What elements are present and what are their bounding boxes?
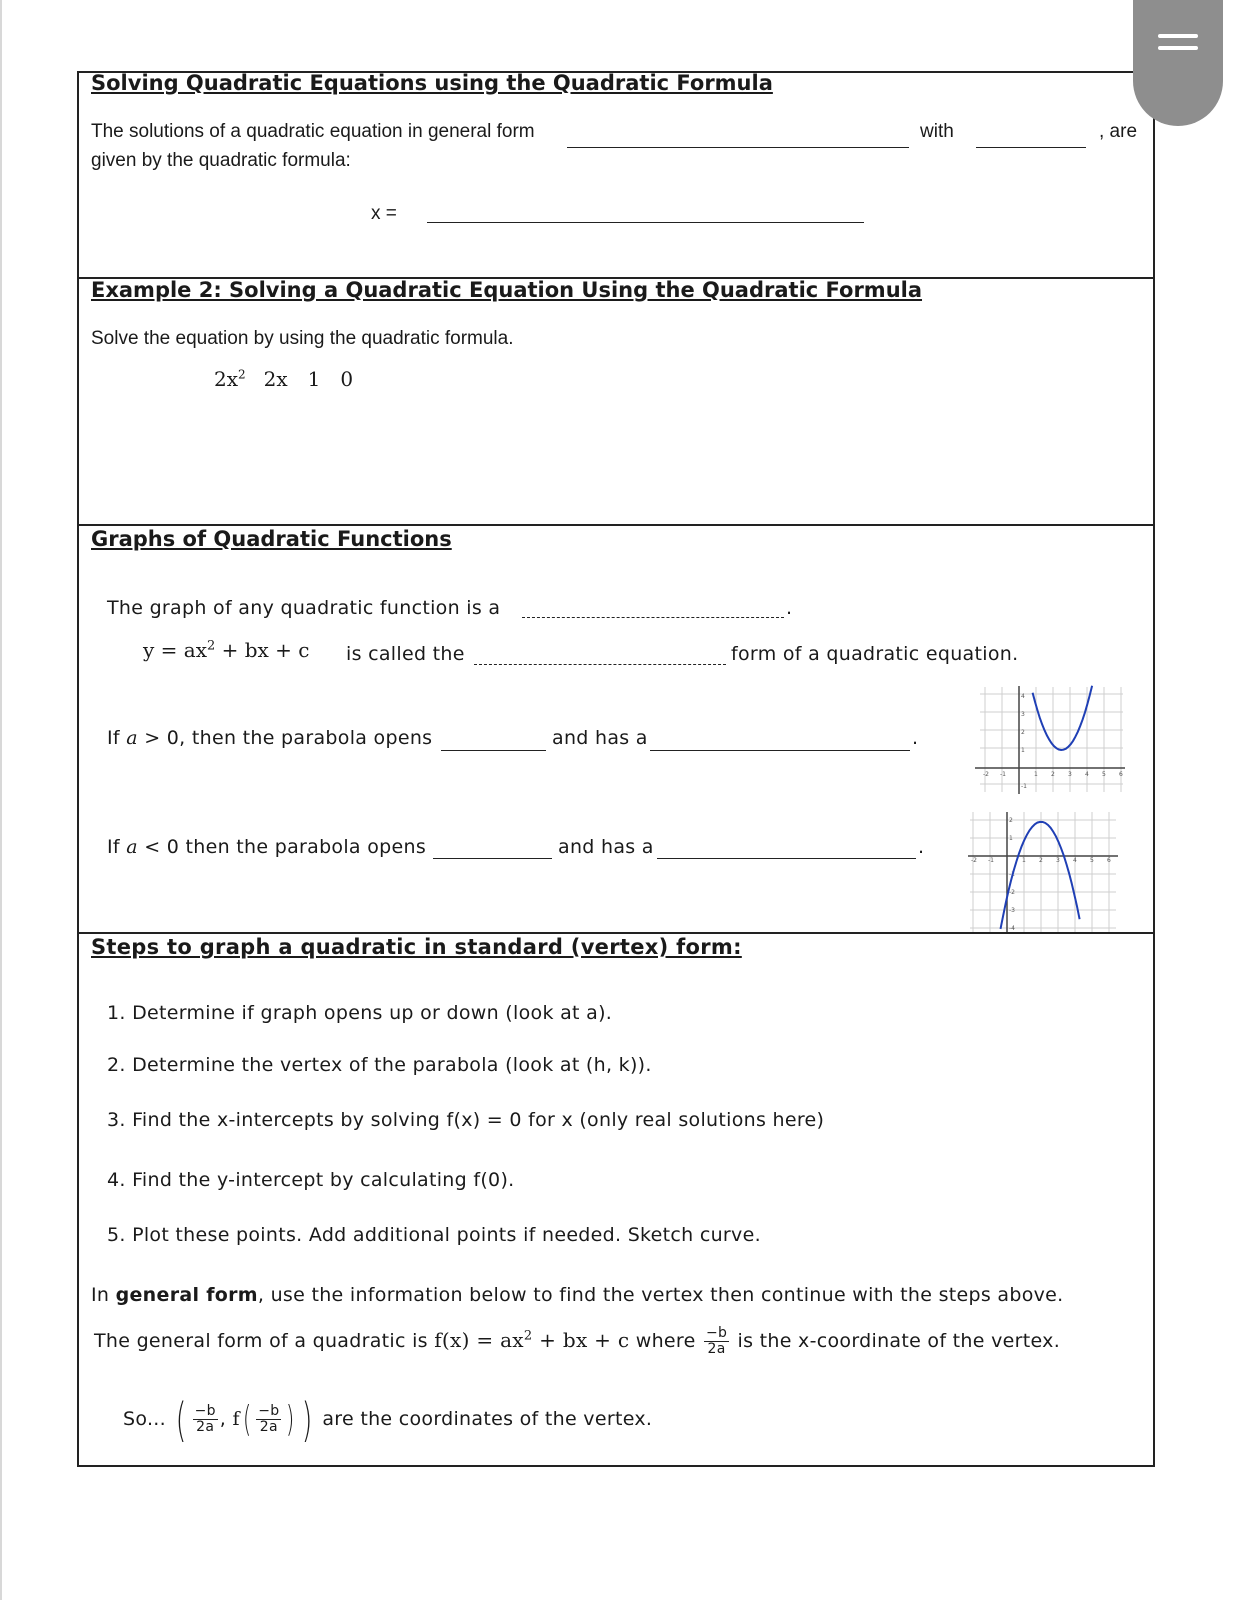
- eq-term-4: 0: [340, 367, 354, 391]
- x-tick-labels: [971, 857, 1111, 864]
- blank-general-form[interactable]: [567, 147, 909, 148]
- example-equation: [214, 367, 353, 391]
- called-the-text: is called the: [346, 643, 465, 665]
- y-tick-label: -3: [1009, 907, 1015, 914]
- inner-open-paren: (: [242, 1398, 252, 1440]
- gf-end: is the x-coordinate of the vertex.: [737, 1330, 1061, 1352]
- section-title-example-2: Example 2: Solving a Quadratic Equation Using the Quadratic Formula: [91, 278, 923, 302]
- parabola-curve: [1033, 686, 1093, 750]
- general-form-text: The solutions of a quadratic equation in general form: [91, 121, 535, 142]
- y-tick-label: 2: [1009, 817, 1013, 824]
- x-tick-label: 5: [1090, 857, 1094, 864]
- period-1: .: [786, 597, 793, 619]
- x-tick-labels: [983, 771, 1123, 778]
- graph-parabola-down: [968, 810, 1118, 932]
- so-text: So...: [123, 1408, 166, 1430]
- blank-condition[interactable]: [976, 147, 1086, 148]
- gf-text: The general form of a quadratic is: [94, 1330, 428, 1352]
- gf-exp: 2: [523, 1328, 533, 1344]
- blank-maximum[interactable]: [657, 858, 916, 859]
- gf-eq: f(x) = ax: [434, 1328, 524, 1352]
- neg-if: If: [107, 836, 120, 858]
- step-4: 4. Find the y-intercept by calculating f(0).: [107, 1169, 515, 1191]
- example-instruction: Solve the equation by using the quadratic formula.: [91, 328, 514, 349]
- standard-form-equation: [143, 638, 310, 662]
- frac-num: −b: [705, 1325, 728, 1341]
- eq-term-1: 2x: [214, 367, 239, 391]
- and-has-a-1: and has a: [552, 727, 648, 749]
- frac-vertex-f: [256, 1404, 281, 1435]
- step-3: 3. Find the x-intercepts by solving f(x) = 0 for x (only real solutions here): [107, 1109, 825, 1131]
- x-tick-label: 1: [1022, 857, 1026, 864]
- frac-den: 2a: [196, 1419, 215, 1435]
- with-text: with: [920, 121, 954, 142]
- pos-a: a: [126, 727, 138, 749]
- grid-lines: [970, 812, 1116, 932]
- x-tick-label: 3: [1068, 771, 1072, 778]
- x-tick-label: 4: [1073, 857, 1077, 864]
- graph-of-text: The graph of any quadratic function is a: [107, 597, 501, 619]
- blank-opens-down[interactable]: [433, 858, 552, 859]
- section-divider-3: [77, 932, 1155, 934]
- frac-num: −b: [194, 1403, 216, 1419]
- x-tick-label: -1: [1000, 771, 1006, 778]
- gf-where: where: [635, 1330, 696, 1352]
- blank-form-name[interactable]: [474, 664, 726, 665]
- x-tick-label: 6: [1119, 771, 1123, 778]
- frac-den: 2a: [259, 1419, 278, 1435]
- frac-vertex-x: [193, 1404, 218, 1435]
- general-form-bold: general form: [115, 1284, 258, 1306]
- eq-term-3: 1: [307, 367, 321, 391]
- frac-num: −b: [258, 1403, 280, 1419]
- y-tick-label: -1: [1009, 871, 1015, 878]
- general-form-vertex-line: [94, 1326, 1060, 1357]
- gf-equation: [434, 1328, 629, 1352]
- general-form-rest: , use the information below to find the vertex then continue with the steps above.: [257, 1284, 1064, 1306]
- y-tick-label: -1: [1021, 783, 1027, 790]
- x-tick-label: 6: [1107, 857, 1111, 864]
- inner-close-paren: ): [286, 1398, 295, 1440]
- y-tick-labels: [1021, 693, 1027, 790]
- gf-eq-rest: + bx + c: [539, 1328, 630, 1352]
- section-title-steps: Steps to graph a quadratic in standard (vertex) form:: [91, 935, 742, 959]
- y-tick-label: -2: [1009, 889, 1015, 896]
- std-form-exp: 2: [206, 638, 216, 654]
- general-form-instruction: [91, 1284, 1064, 1306]
- std-form-eq: y = ax: [143, 638, 207, 662]
- x-tick-label: -1: [988, 857, 994, 864]
- f-letter: f: [232, 1408, 240, 1430]
- x-tick-label: 2: [1051, 771, 1055, 778]
- pos-if: If: [107, 727, 120, 749]
- x-tick-label: 4: [1085, 771, 1089, 778]
- and-has-a-2: and has a: [558, 836, 654, 858]
- y-tick-label: 1: [1021, 747, 1025, 754]
- y-tick-label: 3: [1021, 711, 1025, 718]
- page-edge: [0, 0, 2, 1600]
- x-tick-label: 5: [1102, 771, 1106, 778]
- y-tick-label: 2: [1021, 729, 1025, 736]
- eq-term-2: 2x: [263, 367, 288, 391]
- period-3: .: [918, 836, 925, 858]
- in-word: In: [91, 1284, 110, 1306]
- vertex-coordinates-line: [123, 1392, 653, 1447]
- x-tick-label: 1: [1034, 771, 1038, 778]
- step-5: 5. Plot these points. Add additional points if needed. Sketch curve.: [107, 1224, 761, 1246]
- blank-opens-up[interactable]: [441, 750, 546, 751]
- so-end: are the coordinates of the vertex.: [322, 1408, 653, 1430]
- x-tick-label: 3: [1056, 857, 1060, 864]
- scrollbar-thumb[interactable]: [1133, 0, 1223, 126]
- grip-line-2: [1158, 46, 1198, 50]
- blank-minimum[interactable]: [650, 750, 910, 751]
- x-tick-label: 2: [1039, 857, 1043, 864]
- section-title-quadratic-formula: Solving Quadratic Equations using the Quadratic Formula: [91, 71, 773, 95]
- section-divider-2: [77, 524, 1155, 526]
- blank-quadratic-formula[interactable]: [427, 222, 864, 223]
- comma: ,: [219, 1408, 227, 1430]
- blank-graph-shape[interactable]: [522, 617, 784, 618]
- positive-a-text: [107, 727, 432, 749]
- grip-line-1: [1158, 34, 1198, 38]
- graph-parabola-up: [975, 682, 1125, 794]
- y-tick-label: 4: [1021, 693, 1025, 700]
- y-tick-label: 1: [1009, 835, 1013, 842]
- section-title-graphs: Graphs of Quadratic Functions: [91, 527, 452, 551]
- x-tick-label: -2: [983, 771, 989, 778]
- form-of-text: form of a quadratic equation.: [731, 643, 1019, 665]
- x-tick-label: -2: [971, 857, 977, 864]
- step-2: 2. Determine the vertex of the parabola (look at (h, k)).: [107, 1054, 652, 1076]
- y-tick-label: -4: [1009, 925, 1015, 932]
- negative-a-text: [107, 836, 426, 858]
- frac-den: 2a: [707, 1341, 726, 1357]
- period-2: .: [912, 727, 919, 749]
- pos-cond: > 0, then the parabola opens: [144, 727, 433, 749]
- neg-a: a: [126, 836, 138, 858]
- neg-b-over-2a: [704, 1326, 729, 1357]
- std-form-rest: + bx + c: [221, 638, 310, 662]
- given-by-text: given by the quadratic formula:: [91, 150, 351, 171]
- x-equals-label: x =: [371, 203, 397, 224]
- eq-exponent: 2: [238, 367, 246, 382]
- neg-cond: < 0 then the parabola opens: [144, 836, 427, 858]
- are-text: , are: [1099, 121, 1138, 142]
- step-1: 1. Determine if graph opens up or down (look at a).: [107, 1002, 613, 1024]
- close-paren: ): [301, 1392, 313, 1447]
- open-paren: (: [175, 1392, 187, 1447]
